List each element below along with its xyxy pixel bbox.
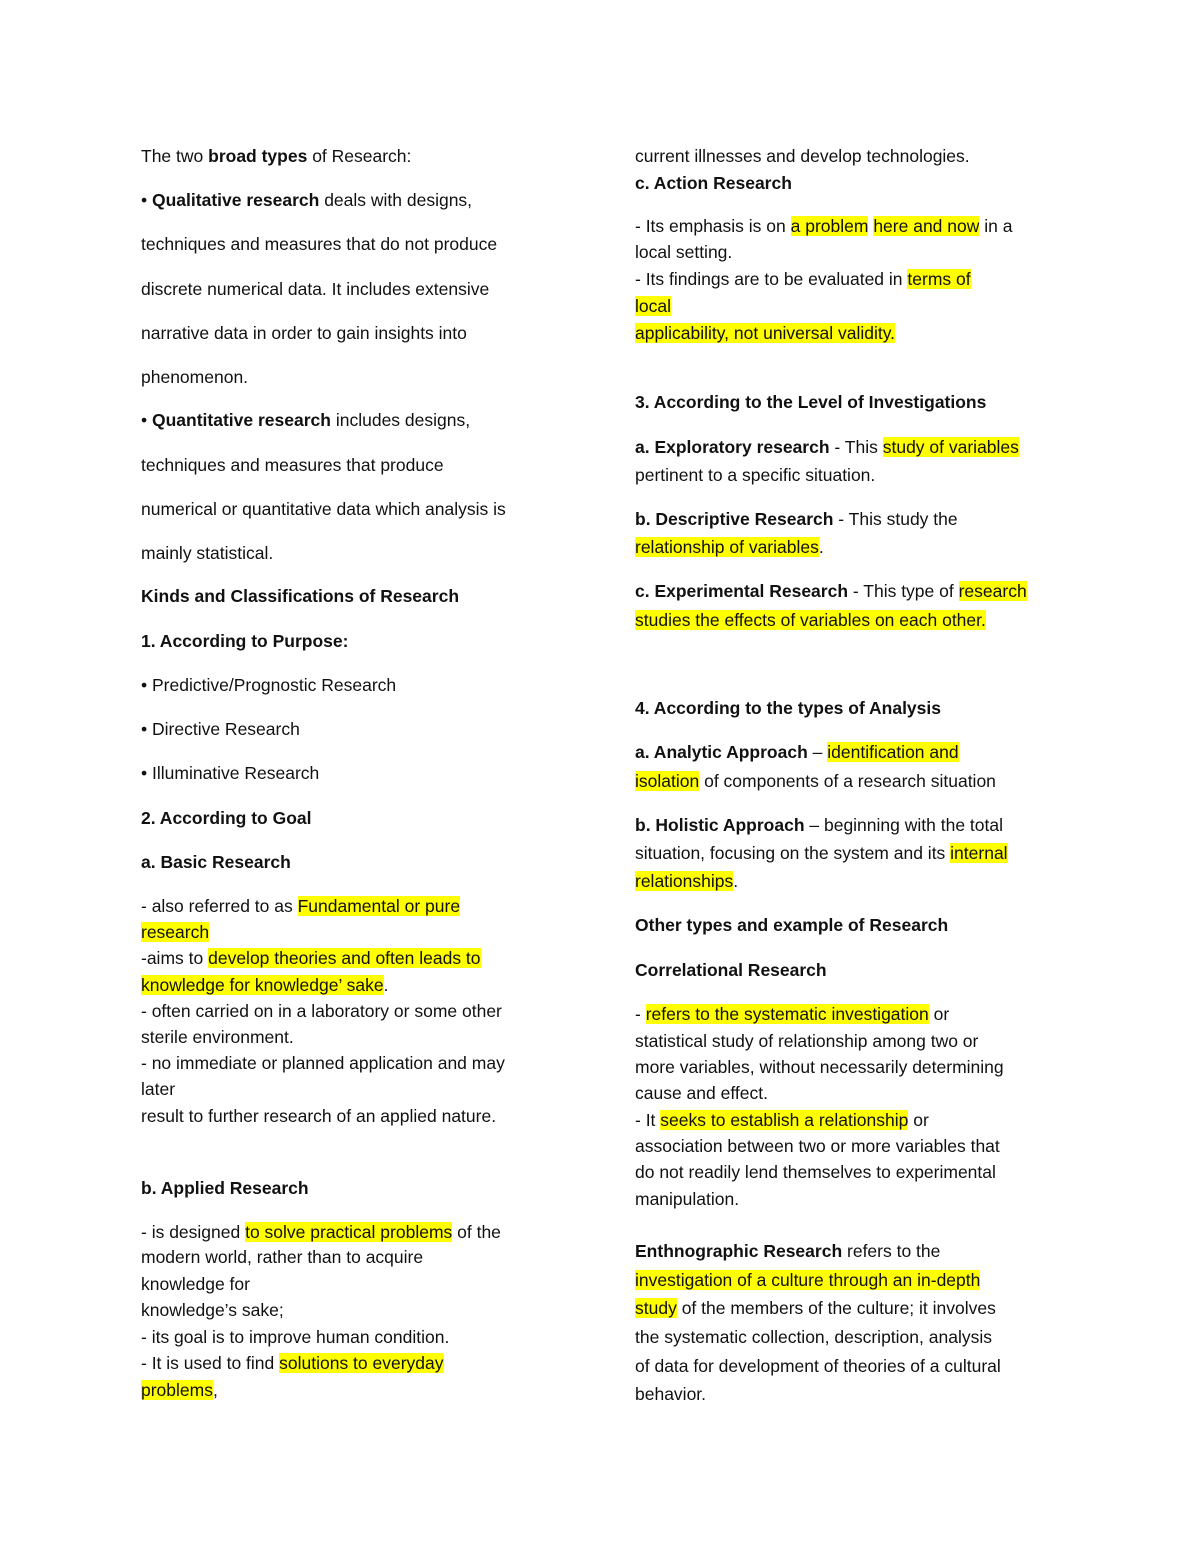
purpose-item-label: Predictive/Prognostic Research <box>152 675 397 695</box>
basic-line-2 <box>141 921 209 943</box>
experimental-line-1 <box>635 580 1027 602</box>
correlational-line-6: association between two or more variables that <box>635 1136 1000 1156</box>
highlight: internal <box>950 843 1008 863</box>
highlight: studies the effects of variables on each other. <box>635 610 986 630</box>
highlight: develop theories and often leads to <box>208 948 481 968</box>
holistic-text: – beginning with the total <box>804 815 1003 835</box>
correlational-line-7: do not readily lend themselves to experimental <box>635 1162 996 1182</box>
qual-text-1: deals with designs, <box>324 190 473 210</box>
qual-term: Qualitative research <box>152 190 320 210</box>
analytic-text: of components of a research situation <box>699 771 996 791</box>
basic-line-7: - no immediate or planned application and may <box>141 1053 505 1073</box>
correlational-line-4: cause and effect. <box>635 1083 768 1103</box>
applied-line-3: knowledge for <box>141 1274 250 1294</box>
highlight: solutions to everyday <box>279 1353 444 1373</box>
qual-line-2: techniques and measures that do not produce <box>141 234 498 254</box>
quan-line-2: techniques and measures that produce <box>141 455 444 475</box>
applied-continuation: current illnesses and develop technologies. <box>635 146 970 166</box>
ethnographic-line-2 <box>635 1269 980 1291</box>
purpose-item-label: Illuminative Research <box>152 763 320 783</box>
highlight: local <box>635 296 671 316</box>
ethnographic-line-1 <box>635 1240 940 1262</box>
quan-line-4: mainly statistical. <box>141 543 274 563</box>
correlational-text: - <box>635 1004 646 1024</box>
highlight: study of variables <box>882 437 1019 457</box>
descriptive-text: - This study the <box>833 509 958 529</box>
action-line-5 <box>635 322 895 344</box>
basic-heading: a. Basic Research <box>141 852 291 872</box>
descriptive-text: . <box>818 537 824 557</box>
experimental-text: - This type of <box>848 581 959 601</box>
correlational-heading: Correlational Research <box>635 960 827 980</box>
applied-text: of the <box>452 1222 501 1242</box>
holistic-text: . <box>733 871 739 891</box>
analytic-line-1 <box>635 741 959 763</box>
intro-bold: broad types <box>208 146 308 166</box>
qual-line-5: phenomenon. <box>141 367 249 387</box>
correlational-line-5 <box>635 1109 929 1131</box>
level-heading: 3. According to the Level of Investigations <box>635 392 987 412</box>
exploratory-line-2: pertinent to a specific situation. <box>635 465 876 485</box>
ethnographic-line-4: the systematic collection, description, analysis <box>635 1327 992 1347</box>
basic-line-1 <box>141 895 460 917</box>
holistic-line-3 <box>635 870 738 892</box>
quan-text-1: includes designs, <box>335 410 471 430</box>
basic-text: . <box>383 975 389 995</box>
qual-line-4: narrative data in order to gain insights into <box>141 323 467 343</box>
descriptive-line-2 <box>635 536 824 558</box>
basic-text: - also referred to as <box>141 896 298 916</box>
analysis-heading: 4. According to the types of Analysis <box>635 698 941 718</box>
analytic-text: – <box>807 742 828 762</box>
highlight: to solve practical problems <box>245 1222 453 1242</box>
quan-line-3: numerical or quantitative data which analysis is <box>141 499 506 519</box>
purpose-item-2: • Directive Research <box>141 719 300 739</box>
ethnographic-line-5: of data for development of theories of a cultural <box>635 1356 1001 1376</box>
highlight: study <box>635 1298 677 1318</box>
ethnographic-term: Enthnographic Research <box>635 1241 843 1261</box>
correlational-text: - It <box>635 1110 661 1130</box>
action-line-4 <box>635 295 671 317</box>
ethnographic-text: refers to the <box>842 1241 941 1261</box>
goal-heading: 2. According to Goal <box>141 808 312 828</box>
experimental-line-2 <box>635 609 986 631</box>
action-text: - Its emphasis is on <box>635 216 791 236</box>
qual-line-3: discrete numerical data. It includes extensive <box>141 279 490 299</box>
applied-line-7 <box>141 1379 218 1401</box>
highlight: relationship of variables <box>635 537 819 557</box>
kinds-heading: Kinds and Classifications of Research <box>141 586 460 606</box>
highlight: investigation of a culture through an in-depth <box>635 1270 981 1290</box>
applied-text: - It is used to find <box>141 1353 280 1373</box>
correlational-line-1 <box>635 1003 949 1025</box>
highlight: research <box>141 922 210 942</box>
purpose-item-3: • Illuminative Research <box>141 763 320 783</box>
intro-text: The two broad types of Research: <box>141 146 412 166</box>
correlational-line-3: more variables, without necessarily determining <box>635 1057 1004 1077</box>
applied-heading: b. Applied Research <box>141 1178 309 1198</box>
analytic-term: a. Analytic Approach <box>635 742 808 762</box>
highlight: here and now <box>873 216 980 236</box>
highlight: knowledge for knowledge’ sake <box>141 975 384 995</box>
applied-line-4: knowledge’s sake; <box>141 1300 284 1320</box>
intro-line <box>141 145 411 167</box>
basic-line-3 <box>141 947 481 969</box>
action-line-3 <box>635 268 971 290</box>
applied-text: - is designed <box>141 1222 246 1242</box>
highlight: Fundamental or pure <box>297 896 461 916</box>
holistic-term: b. Holistic Approach <box>635 815 805 835</box>
highlight: problems <box>141 1380 213 1400</box>
correlational-text: or <box>908 1110 929 1130</box>
highlight: relationships <box>635 871 734 891</box>
holistic-line-2 <box>635 842 1008 864</box>
applied-line-1 <box>141 1221 501 1243</box>
exploratory-line-1 <box>635 436 1019 458</box>
exploratory-text: - This <box>829 437 883 457</box>
purpose-item-1: • Predictive/Prognostic Research <box>141 675 397 695</box>
basic-line-4 <box>141 974 388 996</box>
other-heading: Other types and example of Research <box>635 915 949 935</box>
applied-line-2: modern world, rather than to acquire <box>141 1247 424 1267</box>
highlight: a problem <box>790 216 869 236</box>
ethnographic-text: of the members of the culture; it involves <box>676 1298 996 1318</box>
highlight: research <box>958 581 1027 601</box>
descriptive-line-1 <box>635 508 958 530</box>
quan-term: Quantitative research <box>152 410 331 430</box>
action-line-1 <box>635 215 1012 237</box>
exploratory-term: a. Exploratory research <box>635 437 830 457</box>
applied-line-5: - its goal is to improve human condition. <box>141 1327 450 1347</box>
applied-text: , <box>212 1380 218 1400</box>
holistic-line-1 <box>635 814 1003 836</box>
action-line-2: local setting. <box>635 242 733 262</box>
highlight: applicability, not universal validity. <box>635 323 896 343</box>
highlight: identification and <box>827 742 959 762</box>
descriptive-term: b. Descriptive Research <box>635 509 834 529</box>
basic-text: -aims to <box>141 948 209 968</box>
highlight: seeks to establish a relationship <box>660 1110 909 1130</box>
basic-line-5: - often carried on in a laboratory or some other <box>141 1001 502 1021</box>
basic-line-6: sterile environment. <box>141 1027 294 1047</box>
purpose-item-label: Directive Research <box>152 719 300 739</box>
action-heading: c. Action Research <box>635 173 792 193</box>
action-text: in a <box>979 216 1013 236</box>
basic-line-8: later <box>141 1079 176 1099</box>
ethnographic-line-3 <box>635 1297 996 1319</box>
correlational-line-2: statistical study of relationship among two or <box>635 1031 979 1051</box>
quan-line-1: • Quantitative research includes designs, <box>141 410 471 430</box>
action-text: - Its findings are to be evaluated in <box>635 269 908 289</box>
holistic-text: situation, focusing on the system and its <box>635 843 951 863</box>
purpose-heading: 1. According to Purpose: <box>141 631 349 651</box>
ethnographic-line-6: behavior. <box>635 1384 707 1404</box>
correlational-line-8: manipulation. <box>635 1189 740 1209</box>
qual-line-1: • Qualitative research deals with designs, <box>141 190 473 210</box>
highlight: refers to the systematic investigation <box>645 1004 929 1024</box>
experimental-term: c. Experimental Research <box>635 581 849 601</box>
highlight: terms of <box>907 269 971 289</box>
highlight: isolation <box>635 771 700 791</box>
basic-line-9: result to further research of an applied nature. <box>141 1106 497 1126</box>
analytic-line-2 <box>635 770 996 792</box>
applied-line-6 <box>141 1352 444 1374</box>
correlational-text: or <box>928 1004 950 1024</box>
